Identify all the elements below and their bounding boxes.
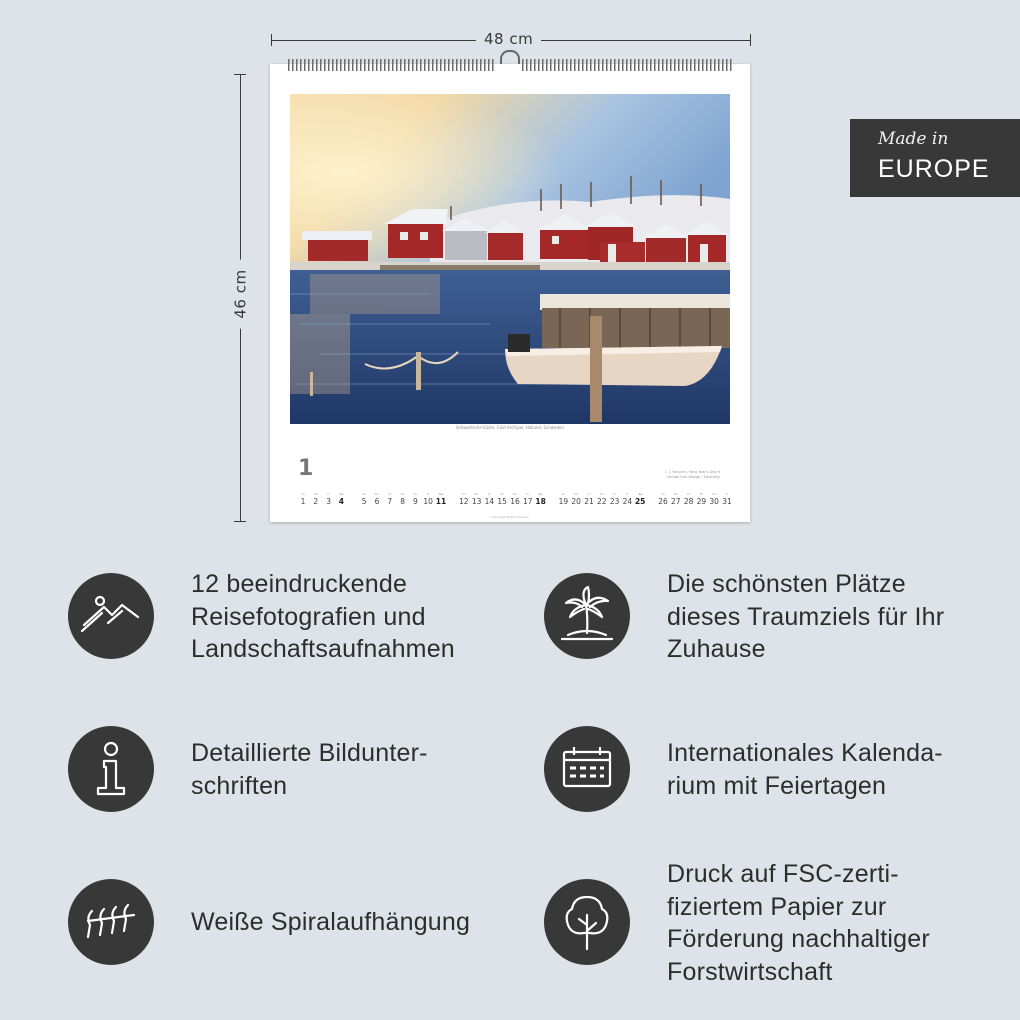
spiral-binding-left [288,59,496,71]
calendar-day: Mi 22 [597,492,607,506]
calendar-day: Mi 29 [696,492,707,506]
feature-text-spiral: Weiße Spiralaufhängung [191,908,471,936]
feature-text-fsc: Druck auf FSC-zerti- fiziertem Papier zur Förderung nachhaltiger Forstwirtschaft [667,860,930,986]
calendar-day: So 26 [658,492,668,506]
feature-text-photos: 12 beeindruckende Reisefotografien und Landschaftsaufnahmen [191,570,455,663]
calendar-icon [544,726,630,812]
calendar-day: So 19 [558,492,569,506]
calendar-day: So 12 [459,492,469,506]
calendar-day: Do 30 [709,492,719,506]
calendar-photo [290,94,730,424]
calendar-day: Do 16 [510,492,520,506]
calendar-day: Fr 3 [326,492,331,506]
spiral-binding-icon [68,879,154,965]
calendar-preview [270,64,750,522]
feature-text-calendarium: Internationales Kalenda- rium mit Feiertagen [667,739,943,800]
holiday-note: 1 1. Neujahr / New Year's Day 6 Heilige Drei Könige / Epiphany [664,470,720,479]
month-number: 1 [298,456,314,481]
calendar-day: Mi 1 [300,492,306,506]
calendar-day: Sa 4 [338,492,344,506]
calendar-day: Fr 24 [622,492,633,506]
mountain-landscape-icon [68,573,154,659]
calendar-day: Fr 10 [423,492,433,506]
calendar-day: Mo 27 [671,492,681,506]
calendar-day: Di 21 [584,492,594,506]
calendar-day: Do 23 [609,492,620,506]
calendar-day: Sa 18 [535,492,546,506]
spiral-binding-right [522,59,732,71]
calendar-day: Sa 11 [435,492,447,506]
hanger-hook [500,50,520,64]
info-icon [68,726,154,812]
calendar-day: Di 14 [484,492,495,506]
tree-icon [544,879,630,965]
calendar-day: Do 2 [313,492,319,506]
calendar-day: Mo 20 [571,492,581,506]
calendar-day: Mi 15 [497,492,507,506]
imprint: Copyright 2025 Calendar [491,515,529,519]
palm-island-icon [544,573,630,659]
made-in-europe-badge [850,119,1020,197]
calendar-day: Fr 31 [722,492,732,506]
photo-caption: Schwedische Küste, Cold Archipel, Halland, Schweden [455,425,565,430]
calendar-day: Sa 25 [634,492,646,506]
calendar-day: Mo 6 [374,492,380,506]
feature-text-captions: Detaillierte Bildunter- schriften [191,739,428,800]
width-label: 48 cm [476,30,541,48]
badge-main-text: EUROPE [878,155,990,183]
calendar-day: Di 28 [683,492,694,506]
badge-script-text: Made in [878,129,949,149]
calendar-day: Fr 17 [523,492,533,506]
feature-text-places: Die schönsten Plätze dieses Traumziels für Ihr Zuhause [667,570,945,663]
calendar-day: So 5 [361,492,367,506]
height-label: 46 cm [232,259,250,328]
calendarium-days [297,492,732,512]
calendar-day: Do 9 [413,492,418,506]
calendar-day: Mi 8 [400,492,405,506]
calendar-day: Mo 13 [471,492,482,506]
calendar-day: Di 7 [387,492,393,506]
